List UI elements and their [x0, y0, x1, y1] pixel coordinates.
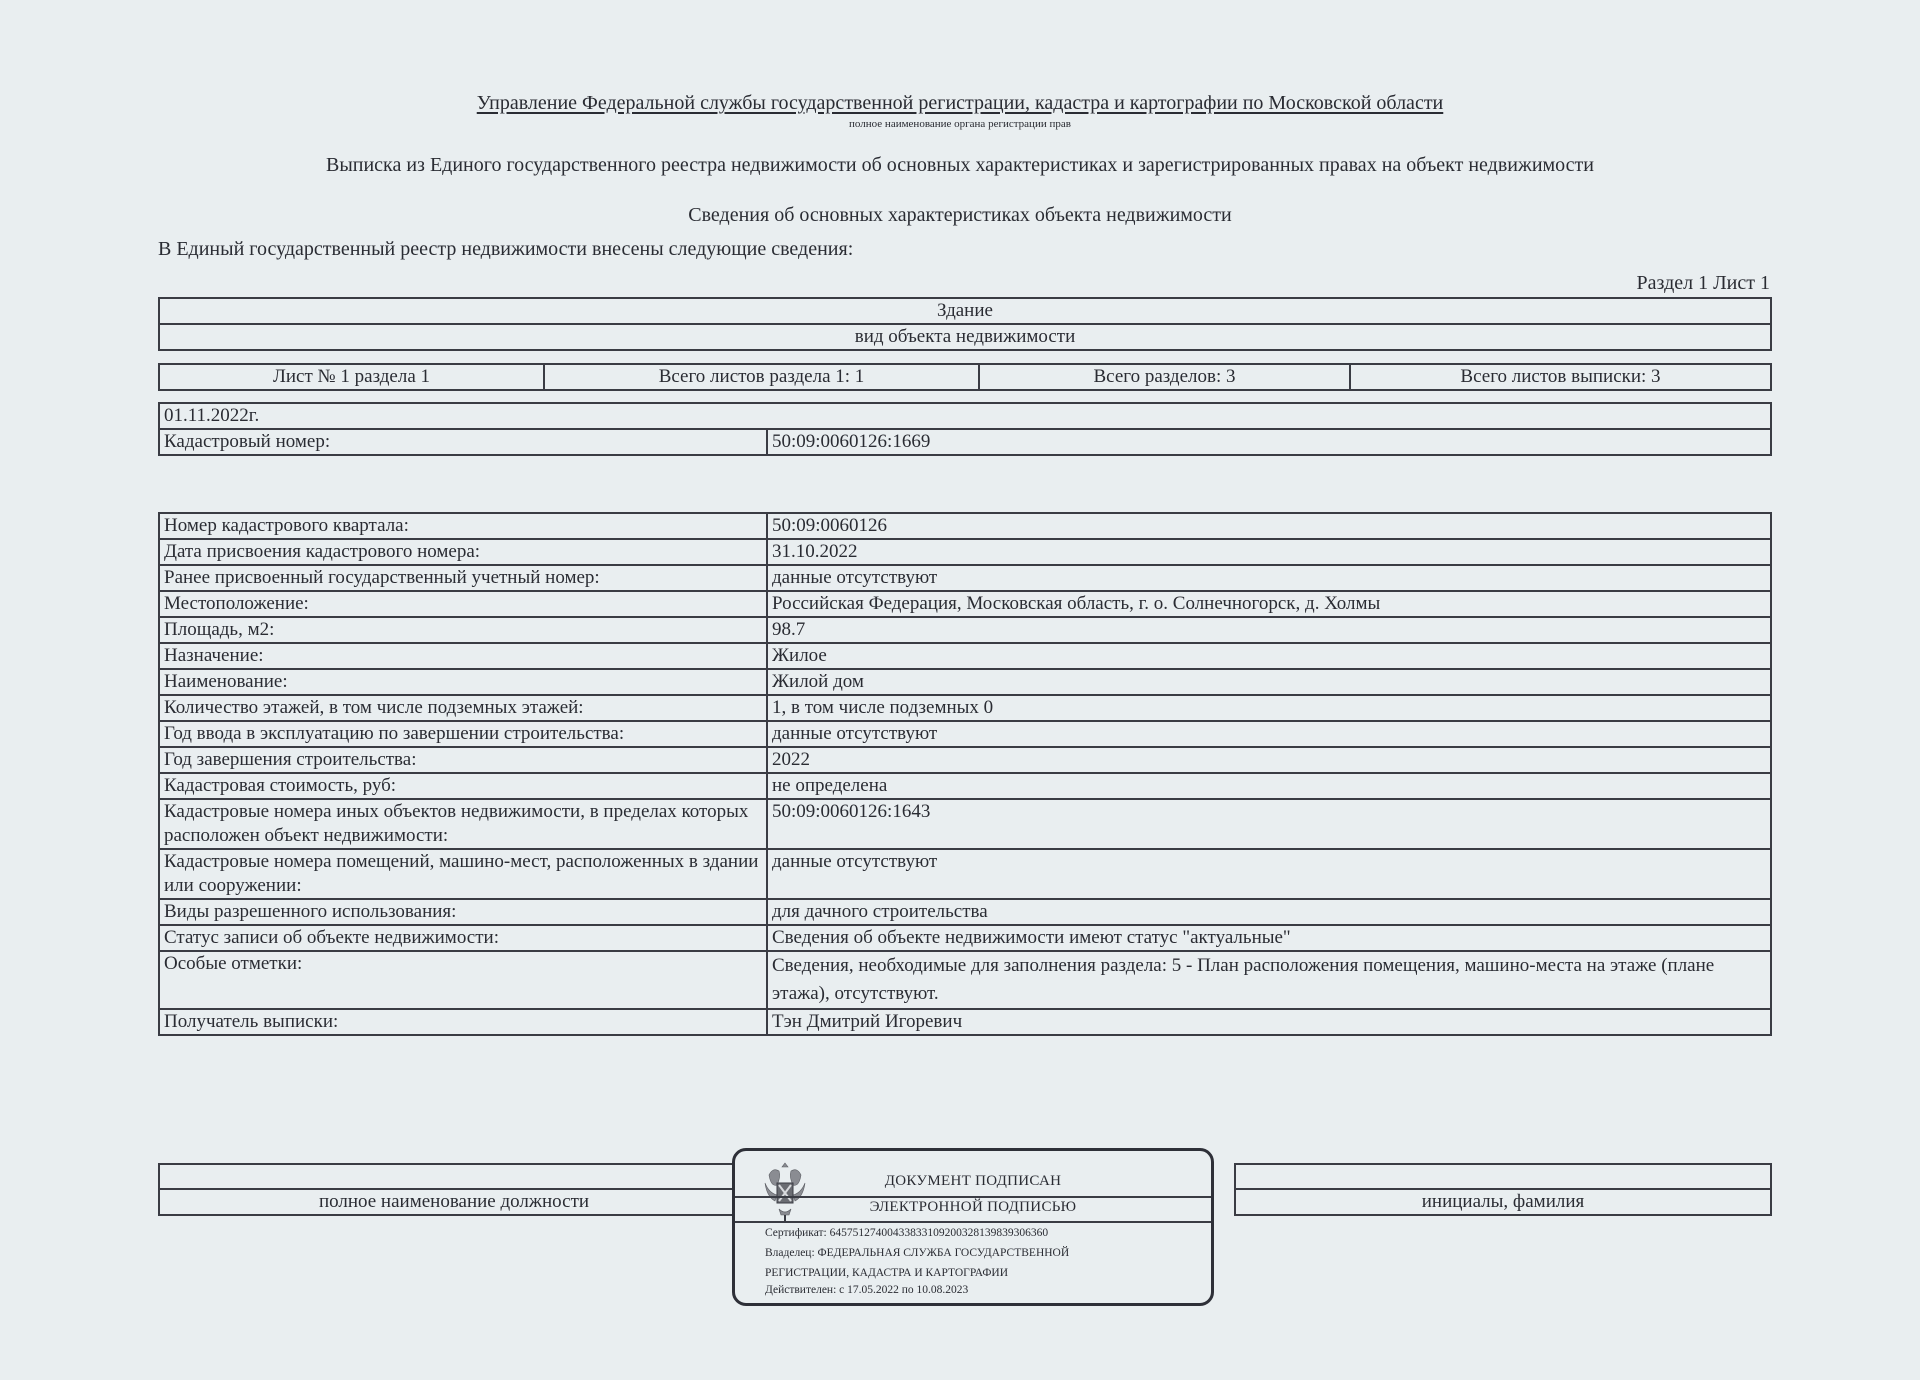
stamp-validity: Действителен: с 17.05.2022 по 10.08.2023 [765, 1284, 969, 1296]
object-type-table [158, 297, 1772, 351]
row-label: Местоположение: [159, 591, 767, 617]
stamp-divider [735, 1196, 1211, 1198]
cadastral-number-label: Кадастровый номер: [159, 429, 767, 455]
table-row [159, 539, 1771, 565]
row-value: не определена [767, 773, 1771, 799]
table-row [159, 799, 1771, 849]
row-label: Кадастровые номера помещений, машино-мест, расположенных в здании или сооружении: [159, 849, 767, 899]
table-row [159, 565, 1771, 591]
row-value: Российская Федерация, Московская область, г. о. Солнечногорск, д. Холмы [767, 591, 1771, 617]
row-value: 50:09:0060126:1643 [767, 799, 1771, 849]
stamp-owner-line2: РЕГИСТРАЦИИ, КАДАСТРА И КАРТОГРАФИИ [765, 1267, 1009, 1279]
row-label: Получатель выписки: [159, 1009, 767, 1035]
table-row [159, 849, 1771, 899]
object-type-caption: вид объекта недвижимости [159, 324, 1771, 350]
stamp-title-line1: ДОКУМЕНТ ПОДПИСАН [884, 1173, 1062, 1189]
intro-text: В Единый государственный реестр недвижимости внесены следующие сведения: [158, 238, 854, 260]
table-row [159, 617, 1771, 643]
row-label: Площадь, м2: [159, 617, 767, 643]
registration-authority-caption: полное наименование органа регистрации прав [849, 118, 1071, 130]
table-row [159, 1009, 1771, 1035]
table-row [159, 721, 1771, 747]
row-value: Жилое [767, 643, 1771, 669]
row-value: Жилой дом [767, 669, 1771, 695]
characteristics-table [158, 512, 1772, 1036]
row-label: Кадастровая стоимость, руб: [159, 773, 767, 799]
table-row [159, 773, 1771, 799]
cadastral-number-value: 50:09:0060126:1669 [767, 429, 1771, 455]
table-row [159, 899, 1771, 925]
row-value: Сведения, необходимые для заполнения раздела: 5 - План расположения помещения, машино-места на этаже (плане этажа), отсутствуют. [767, 951, 1771, 1009]
table-row [159, 695, 1771, 721]
total-extract-sheets: Всего листов выписки: 3 [1350, 364, 1771, 390]
row-label: Статус записи об объекте недвижимости: [159, 925, 767, 951]
total-sections: Всего разделов: 3 [979, 364, 1350, 390]
object-type-value: Здание [159, 298, 1771, 324]
table-row [159, 951, 1771, 1009]
row-value: данные отсутствуют [767, 849, 1771, 899]
total-section-sheets: Всего листов раздела 1: 1 [544, 364, 979, 390]
table-row [159, 747, 1771, 773]
cadastral-header-table [158, 402, 1772, 456]
row-label: Год ввода в эксплуатацию по завершении строительства: [159, 721, 767, 747]
row-label: Дата присвоения кадастрового номера: [159, 539, 767, 565]
table-row [159, 513, 1771, 539]
document-subtitle: Сведения об основных характеристиках объекта недвижимости [688, 204, 1232, 226]
row-label: Ранее присвоенный государственный учетный номер: [159, 565, 767, 591]
row-label: Количество этажей, в том числе подземных этажей: [159, 695, 767, 721]
row-label: Кадастровые номера иных объектов недвижимости, в пределах которых расположен объект недвижимости: [159, 799, 767, 849]
name-cell [1235, 1164, 1771, 1189]
row-label: Год завершения строительства: [159, 747, 767, 773]
electronic-signature-stamp [732, 1148, 1214, 1306]
row-value: данные отсутствуют [767, 565, 1771, 591]
row-value: для дачного строительства [767, 899, 1771, 925]
name-caption: инициалы, фамилия [1235, 1189, 1771, 1215]
registration-authority-name-text: Управление Федеральной службы государственной регистрации, кадастра и картографии по Московской области [476, 92, 1444, 114]
stamp-divider [735, 1221, 1211, 1223]
sheet-number: Лист № 1 раздела 1 [159, 364, 544, 390]
table-row [159, 925, 1771, 951]
row-value: 1, в том числе подземных 0 [767, 695, 1771, 721]
row-label: Виды разрешенного использования: [159, 899, 767, 925]
table-row [159, 591, 1771, 617]
table-row [159, 643, 1771, 669]
row-value: данные отсутствуют [767, 721, 1771, 747]
row-label: Номер кадастрового квартала: [159, 513, 767, 539]
row-label: Наименование: [159, 669, 767, 695]
stamp-certificate: Сертификат: 64575127400433833109200328139839306360 [765, 1227, 1049, 1239]
sheets-table [158, 363, 1772, 391]
row-label: Особые отметки: [159, 951, 767, 1009]
extract-date: 01.11.2022г. [159, 403, 1771, 429]
row-value: Сведения об объекте недвижимости имеют статус "актуальные" [767, 925, 1771, 951]
position-caption: полное наименование должности [159, 1189, 749, 1215]
row-value: 98.7 [767, 617, 1771, 643]
row-value: 50:09:0060126 [767, 513, 1771, 539]
stamp-owner-line1: Владелец: ФЕДЕРАЛЬНАЯ СЛУЖБА ГОСУДАРСТВЕННОЙ [765, 1247, 1070, 1259]
row-label: Назначение: [159, 643, 767, 669]
position-cell [159, 1164, 749, 1189]
row-value: Тэн Дмитрий Игоревич [767, 1009, 1771, 1035]
registration-authority-name [0, 92, 1920, 115]
table-row [159, 669, 1771, 695]
document-title: Выписка из Единого государственного реестра недвижимости об основных характеристиках и зарегистрированных правах на объект недвижимости [325, 154, 1594, 176]
row-value: 2022 [767, 747, 1771, 773]
row-value: 31.10.2022 [767, 539, 1771, 565]
stamp-title-line2: ЭЛЕКТРОННОЙ ПОДПИСЬЮ [869, 1199, 1077, 1215]
section-sheet-label: Раздел 1 Лист 1 [1636, 272, 1770, 294]
